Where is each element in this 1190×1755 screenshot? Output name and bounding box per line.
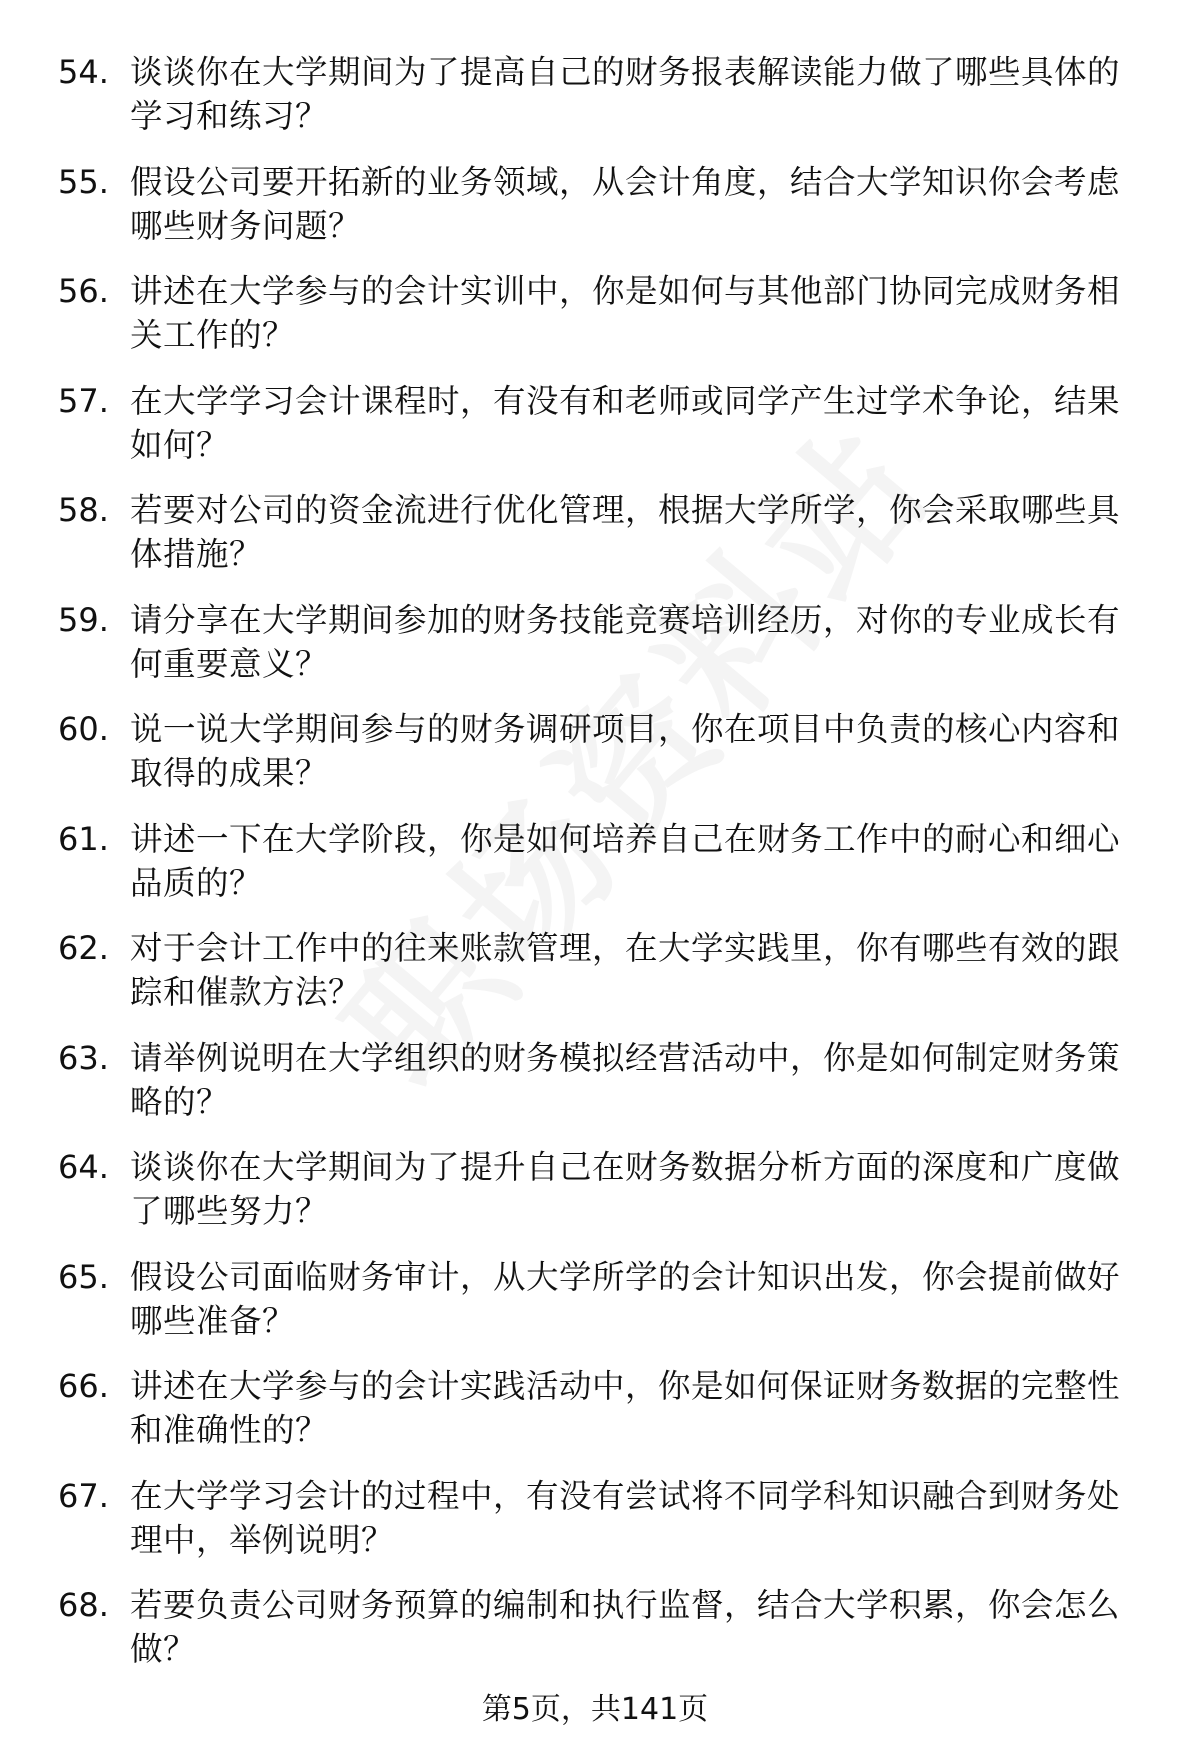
question-item [58, 1583, 1148, 1693]
question-number: 64. [58, 1148, 109, 1186]
question-item [58, 50, 1148, 160]
question-item [58, 598, 1148, 708]
question-number: 68. [58, 1586, 109, 1624]
question-number: 66. [58, 1367, 109, 1405]
question-item [58, 1255, 1148, 1365]
question-number: 62. [58, 929, 109, 967]
question-number: 57. [58, 381, 109, 420]
question-number: 65. [58, 1257, 109, 1296]
question-text: 谈谈你在大学期间为了提升自己在财务数据分析方面的深度和广度做了哪些努力？ [130, 1148, 1121, 1230]
question-text: 假设公司要开拓新的业务领域，从会计角度，结合大学知识你会考虑哪些财务问题？ [130, 162, 1121, 245]
question-text: 在大学学习会计的过程中，有没有尝试将不同学科知识融合到财务处理中，举例说明？ [130, 1476, 1121, 1559]
question-item [58, 488, 1148, 598]
question-text: 请分享在大学期间参加的财务技能竞赛培训经历，对你的专业成长有何重要意义？ [130, 600, 1121, 683]
question-number: 58. [58, 491, 109, 529]
question-text: 在大学学习会计课程时，有没有和老师或同学产生过学术争论，结果如何？ [130, 381, 1121, 464]
question-item [58, 269, 1148, 379]
question-text: 若要对公司的资金流进行优化管理，根据大学所学，你会采取哪些具体措施？ [130, 491, 1121, 573]
question-number: 55. [58, 162, 109, 201]
question-item [58, 1145, 1148, 1255]
question-text: 对于会计工作中的往来账款管理，在大学实践里，你有哪些有效的跟踪和催款方法？ [130, 929, 1121, 1011]
question-list [58, 50, 1148, 1693]
question-number: 63. [58, 1038, 109, 1077]
page-indicator: 第5页，共141页 [481, 1692, 709, 1727]
question-item [58, 160, 1148, 270]
question-item [58, 926, 1148, 1036]
question-text: 讲述在大学参与的会计实训中，你是如何与其他部门协同完成财务相关工作的？ [130, 272, 1121, 354]
question-number: 59. [58, 600, 109, 639]
question-number: 67. [58, 1476, 109, 1515]
question-text: 假设公司面临财务审计，从大学所学的会计知识出发，你会提前做好哪些准备？ [130, 1257, 1121, 1340]
question-item [58, 1036, 1148, 1146]
question-text: 讲述一下在大学阶段，你是如何培养自己在财务工作中的耐心和细心品质的？ [130, 819, 1121, 902]
question-text: 说一说大学期间参与的财务调研项目，你在项目中负责的核心内容和取得的成果？ [130, 710, 1121, 792]
question-text: 讲述在大学参与的会计实践活动中，你是如何保证财务数据的完整性和准确性的？ [130, 1367, 1121, 1449]
question-number: 54. [58, 53, 109, 91]
question-item [58, 707, 1148, 817]
question-number: 61. [58, 819, 109, 858]
question-text: 若要负责公司财务预算的编制和执行监督，结合大学积累，你会怎么做？ [130, 1586, 1121, 1668]
question-number: 56. [58, 272, 109, 310]
question-text: 请举例说明在大学组织的财务模拟经营活动中，你是如何制定财务策略的？ [130, 1038, 1121, 1121]
question-item [58, 817, 1148, 927]
question-item [58, 1364, 1148, 1474]
question-number: 60. [58, 710, 109, 748]
question-item [58, 1474, 1148, 1584]
question-text: 谈谈你在大学期间为了提高自己的财务报表解读能力做了哪些具体的学习和练习？ [130, 53, 1121, 135]
question-item [58, 379, 1148, 489]
